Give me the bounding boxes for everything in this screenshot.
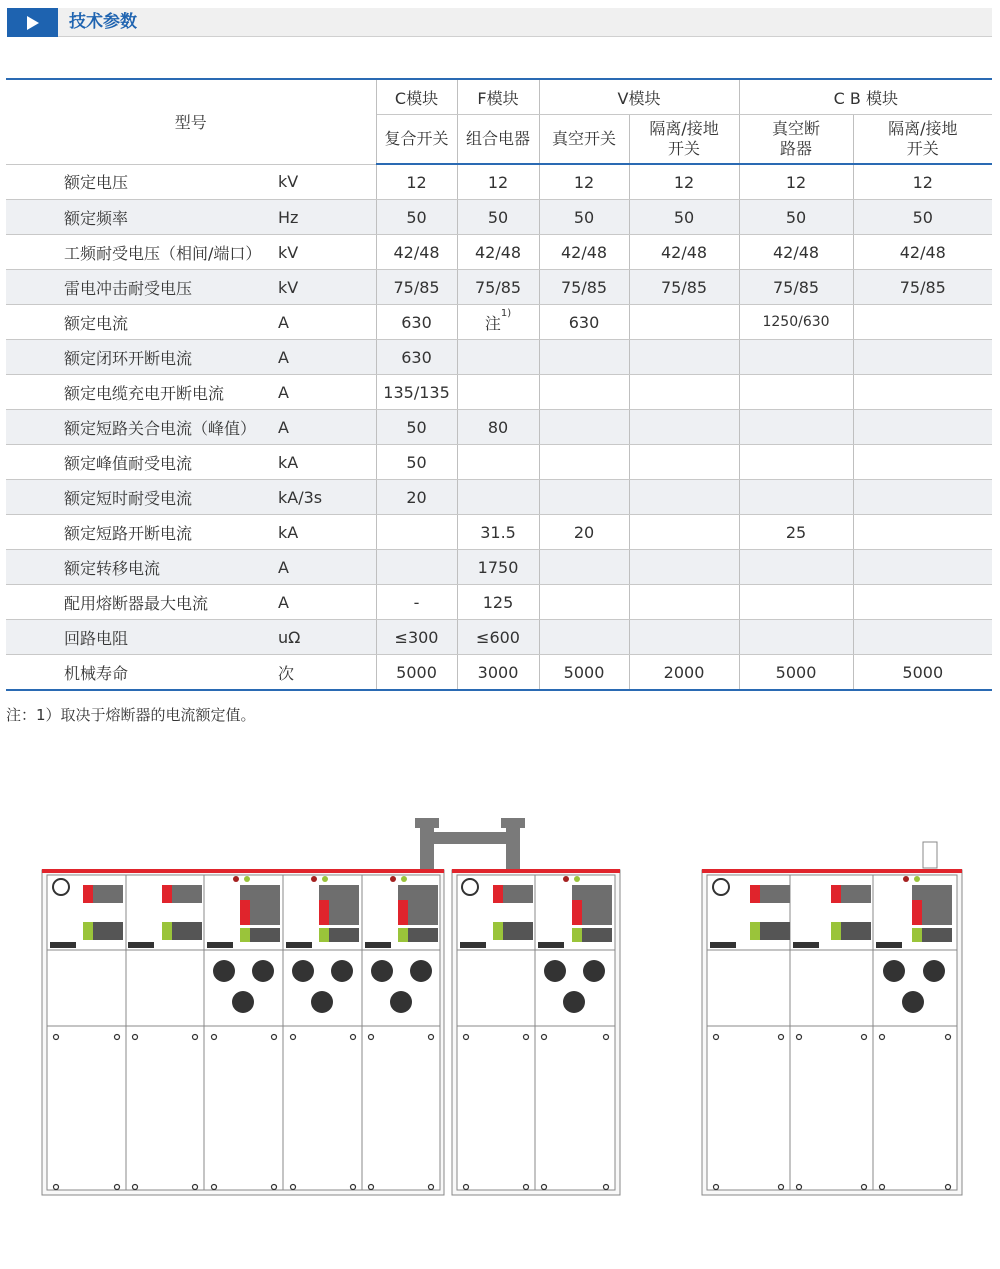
value-cell <box>739 585 853 620</box>
value-cell <box>457 445 539 480</box>
value-cell: 630 <box>376 340 457 375</box>
value-cell: 42/48 <box>629 235 739 270</box>
table-row <box>6 305 992 340</box>
value-cell: 5000 <box>539 655 629 691</box>
section-title: 技术参数 <box>69 12 137 32</box>
sub-header: 隔离/接地 开关 <box>853 115 992 165</box>
value-cell <box>629 620 739 655</box>
param-name: 回路电阻 <box>6 620 278 655</box>
value-cell <box>629 375 739 410</box>
param-unit: A <box>278 375 376 410</box>
sub-header: 复合开关 <box>376 115 457 165</box>
value-cell: ≤300 <box>376 620 457 655</box>
value-cell: 50 <box>629 200 739 235</box>
sub-header: 真空断 路器 <box>739 115 853 165</box>
param-unit: A <box>278 410 376 445</box>
value-cell <box>853 410 992 445</box>
value-cell <box>539 620 629 655</box>
value-cell <box>457 480 539 515</box>
value-cell <box>853 550 992 585</box>
module-header: F模块 <box>457 79 539 115</box>
table-row <box>6 585 992 620</box>
value-cell: 42/48 <box>853 235 992 270</box>
value-cell <box>539 375 629 410</box>
table-row <box>6 235 992 270</box>
module-header: V模块 <box>539 79 739 115</box>
value-cell: 12 <box>739 164 853 200</box>
sub-header: 隔离/接地 开关 <box>629 115 739 165</box>
value-cell <box>539 585 629 620</box>
busbar-connector <box>415 818 525 870</box>
param-unit: A <box>278 550 376 585</box>
table-row <box>6 445 992 480</box>
param-name: 工频耐受电压（相间/端口） <box>6 235 278 270</box>
value-cell: 42/48 <box>539 235 629 270</box>
value-cell: 50 <box>853 200 992 235</box>
value-cell: 20 <box>376 480 457 515</box>
value-cell <box>853 620 992 655</box>
value-cell: 50 <box>539 200 629 235</box>
param-name: 额定电压 <box>6 164 278 200</box>
value-cell: 75/85 <box>539 270 629 305</box>
table-row <box>6 655 992 691</box>
param-name: 雷电冲击耐受电压 <box>6 270 278 305</box>
value-cell <box>739 480 853 515</box>
value-cell: 135/135 <box>376 375 457 410</box>
model-header: 型号 <box>6 79 376 164</box>
value-cell <box>853 480 992 515</box>
value-cell <box>539 340 629 375</box>
value-cell <box>539 550 629 585</box>
table-row <box>6 515 992 550</box>
table-row <box>6 620 992 655</box>
param-name: 额定转移电流 <box>6 550 278 585</box>
sub-header: 真空开关 <box>539 115 629 165</box>
value-cell <box>853 375 992 410</box>
param-name: 额定电流 <box>6 305 278 340</box>
param-unit: kV <box>278 235 376 270</box>
value-cell <box>539 410 629 445</box>
value-cell: ≤600 <box>457 620 539 655</box>
value-cell <box>739 550 853 585</box>
value-cell: 125 <box>457 585 539 620</box>
sub-header: 组合电器 <box>457 115 539 165</box>
note-mark: 注 <box>484 313 501 333</box>
value-cell: 3000 <box>457 655 539 691</box>
value-cell: 5000 <box>853 655 992 691</box>
value-cell: 630 <box>376 305 457 340</box>
value-cell <box>853 515 992 550</box>
table-row <box>6 550 992 585</box>
param-name: 机械寿命 <box>6 655 278 691</box>
value-cell: 1750 <box>457 550 539 585</box>
value-cell <box>853 305 992 340</box>
param-name: 配用熔断器最大电流 <box>6 585 278 620</box>
table-row <box>6 340 992 375</box>
value-cell: 5000 <box>376 655 457 691</box>
value-cell: 5000 <box>739 655 853 691</box>
footnote: 注：1）取决于熔断器的电流额定值。 <box>6 706 256 724</box>
spec-table <box>6 78 992 691</box>
value-cell: 12 <box>539 164 629 200</box>
value-cell <box>457 375 539 410</box>
table-row <box>6 410 992 445</box>
play-icon <box>7 8 58 37</box>
value-cell: 31.5 <box>457 515 539 550</box>
value-cell: 12 <box>457 164 539 200</box>
value-cell <box>629 515 739 550</box>
section-header <box>7 8 992 37</box>
param-unit: kA <box>278 515 376 550</box>
value-cell <box>457 340 539 375</box>
value-cell <box>629 445 739 480</box>
table-row <box>6 200 992 235</box>
param-unit: A <box>278 305 376 340</box>
value-cell <box>629 305 739 340</box>
value-cell <box>376 550 457 585</box>
value-cell <box>739 375 853 410</box>
value-cell: 42/48 <box>739 235 853 270</box>
value-cell: 75/85 <box>629 270 739 305</box>
value-cell: 50 <box>376 410 457 445</box>
table-row <box>6 375 992 410</box>
value-cell: 12 <box>853 164 992 200</box>
value-cell: 42/48 <box>376 235 457 270</box>
value-cell <box>739 410 853 445</box>
value-cell: 12 <box>376 164 457 200</box>
value-cell <box>629 480 739 515</box>
value-cell <box>739 340 853 375</box>
module-header: C模块 <box>376 79 457 115</box>
value-cell <box>376 515 457 550</box>
param-name: 额定短路关合电流（峰值） <box>6 410 278 445</box>
param-name: 额定频率 <box>6 200 278 235</box>
module-header: C B 模块 <box>739 79 992 115</box>
param-unit: A <box>278 340 376 375</box>
value-cell <box>629 550 739 585</box>
value-cell <box>539 445 629 480</box>
value-cell: 25 <box>739 515 853 550</box>
value-cell <box>853 445 992 480</box>
table-row <box>6 480 992 515</box>
value-cell <box>739 620 853 655</box>
param-unit: 次 <box>278 655 376 691</box>
param-unit: uΩ <box>278 620 376 655</box>
param-unit: kA <box>278 445 376 480</box>
value-cell: - <box>376 585 457 620</box>
value-cell <box>853 585 992 620</box>
table-row <box>6 270 992 305</box>
value-cell: 42/48 <box>457 235 539 270</box>
value-cell: 75/85 <box>376 270 457 305</box>
value-cell: 50 <box>739 200 853 235</box>
table-row <box>6 164 992 200</box>
value-cell: 2000 <box>629 655 739 691</box>
param-unit: kA/3s <box>278 480 376 515</box>
switchgear-drawing <box>0 780 1000 1210</box>
value-cell: 50 <box>457 200 539 235</box>
param-unit: kV <box>278 270 376 305</box>
value-cell: 75/85 <box>457 270 539 305</box>
value-cell: 50 <box>376 200 457 235</box>
value-cell: 50 <box>376 445 457 480</box>
value-cell: 75/85 <box>739 270 853 305</box>
value-cell: 1250/630 <box>739 305 853 340</box>
value-cell: 630 <box>539 305 629 340</box>
param-unit: A <box>278 585 376 620</box>
value-cell <box>629 410 739 445</box>
value-cell <box>629 585 739 620</box>
param-name: 额定闭环开断电流 <box>6 340 278 375</box>
value-cell: 75/85 <box>853 270 992 305</box>
param-unit: kV <box>278 164 376 200</box>
value-cell: 80 <box>457 410 539 445</box>
value-cell <box>629 340 739 375</box>
value-cell: 12 <box>629 164 739 200</box>
param-name: 额定短时耐受电流 <box>6 480 278 515</box>
param-name: 额定峰值耐受电流 <box>6 445 278 480</box>
value-cell <box>457 305 539 340</box>
value-cell <box>539 480 629 515</box>
param-name: 额定短路开断电流 <box>6 515 278 550</box>
param-name: 额定电缆充电开断电流 <box>6 375 278 410</box>
value-cell: 20 <box>539 515 629 550</box>
value-cell <box>739 445 853 480</box>
param-unit: Hz <box>278 200 376 235</box>
footnote-mark: 1) <box>500 307 512 319</box>
value-cell <box>853 340 992 375</box>
